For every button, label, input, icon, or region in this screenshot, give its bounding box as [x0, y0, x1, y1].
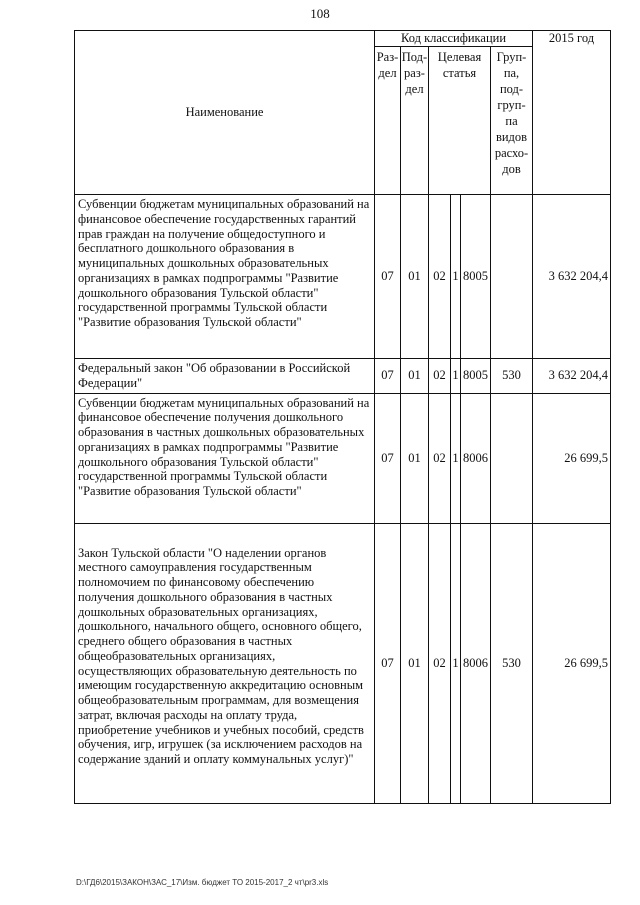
row-target-part3: 8005	[461, 359, 491, 394]
row-target-part2: 1	[451, 195, 461, 359]
budget-table	[74, 30, 611, 804]
row-name: Федеральный закон "Об образовании в Российской Федерации"	[75, 359, 375, 394]
file-path-footer: D:\ГД6\2015\ЗАКОН\ЗАС_17\Изм. бюджет ТО 2015-2017_2 чт\pr3.xls	[76, 878, 329, 887]
row-expense-group: 530	[491, 523, 533, 803]
header-year: 2015 год	[533, 31, 611, 195]
table-row	[75, 359, 611, 394]
header-target-article: Целевая статья	[429, 47, 491, 195]
row-target-part2: 1	[451, 359, 461, 394]
row-subsection: 01	[401, 523, 429, 803]
row-target-part3: 8005	[461, 195, 491, 359]
row-subsection: 01	[401, 359, 429, 394]
header-expense-group: Груп- па, под- груп- па видов расхо- дов	[491, 47, 533, 195]
row-subsection: 01	[401, 195, 429, 359]
row-name: Субвенции бюджетам муниципальных образований на финансовое обеспечение получения дошкольного образования в частных дошкольных образовательных организациях в рамках подпрограммы "Развитие дошкольного образования Тульской области" государственной программы Тульской области "Развитие образования Тульской области"	[75, 393, 375, 523]
row-expense-group	[491, 393, 533, 523]
row-target-part1: 02	[429, 359, 451, 394]
table-row	[75, 523, 611, 803]
table-row	[75, 195, 611, 359]
row-expense-group: 530	[491, 359, 533, 394]
page-number: 108	[310, 6, 330, 21]
header-name: Наименование	[75, 31, 375, 195]
row-name: Закон Тульской области "О наделении органов местного самоуправления государственным полномочием по финансовому обеспечению получения дошкольного образования в частных дошкольных образовательных организациях, дошкольного, начального общего, основного общего, среднего общего образования в частных общеобразовательных организациях, осуществляющих образовательную деятельность по имеющим государственную аккредитацию основным общеобразовательным программам, для возмещения затрат, включая расходы на оплату труда, приобретение учебников и учебных пособий, средств обучения, игр, игрушек (за исключением расходов на содержание зданий и оплату коммунальных услуг)"	[75, 523, 375, 803]
header-subsection: Под- раз- дел	[401, 47, 429, 195]
row-section: 07	[375, 359, 401, 394]
table-row	[75, 393, 611, 523]
row-amount: 26 699,5	[533, 523, 611, 803]
row-section: 07	[375, 393, 401, 523]
row-name: Субвенции бюджетам муниципальных образований на финансовое обеспечение государственных гарантий прав граждан на получение общедоступного и бесплатного дошкольного образования в муниципальных дошкольных образовательных организациях в рамках подпрограммы "Развитие дошкольного образования Тульской области" государственной программы Тульской области "Развитие образования Тульской области"	[75, 195, 375, 359]
row-expense-group	[491, 195, 533, 359]
header-section: Раз- дел	[375, 47, 401, 195]
row-section: 07	[375, 523, 401, 803]
row-amount: 3 632 204,4	[533, 195, 611, 359]
header-row-top	[75, 31, 611, 47]
row-target-part1: 02	[429, 195, 451, 359]
row-target-part1: 02	[429, 523, 451, 803]
row-target-part3: 8006	[461, 523, 491, 803]
row-amount: 3 632 204,4	[533, 359, 611, 394]
row-target-part2: 1	[451, 393, 461, 523]
row-target-part1: 02	[429, 393, 451, 523]
row-target-part3: 8006	[461, 393, 491, 523]
row-amount: 26 699,5	[533, 393, 611, 523]
header-classification: Код классификации	[375, 31, 533, 47]
row-target-part2: 1	[451, 523, 461, 803]
row-section: 07	[375, 195, 401, 359]
row-subsection: 01	[401, 393, 429, 523]
